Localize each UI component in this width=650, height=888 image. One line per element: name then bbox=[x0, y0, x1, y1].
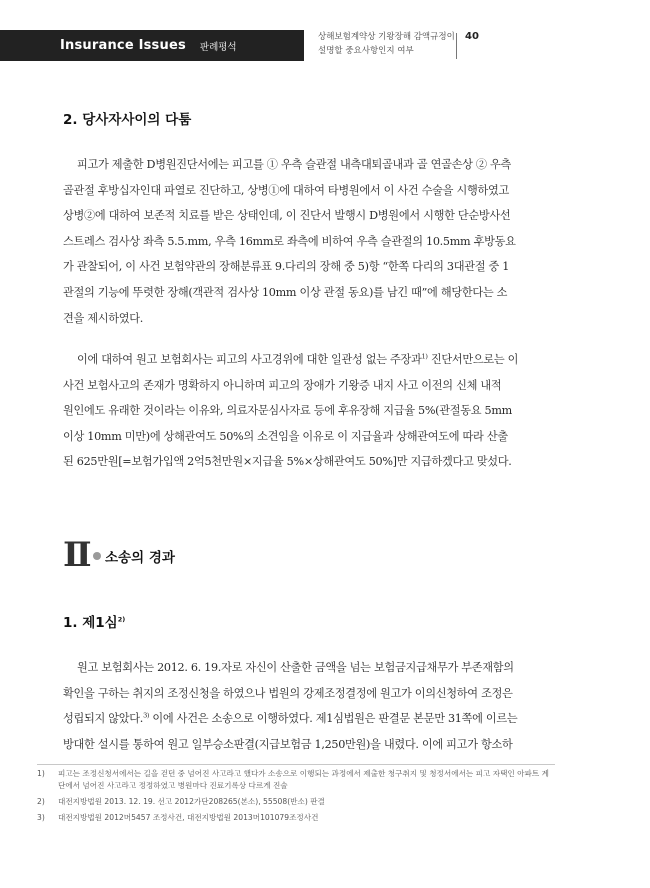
subsection-heading-first-instance bbox=[63, 611, 125, 631]
paragraph-line: 사건 보험사고의 존재가 명확하지 아니하며 피고의 장애가 기왕증 내지 사고 이전의 신체 내적 bbox=[63, 378, 502, 392]
footnote-ref-1[interactable]: 1) bbox=[421, 352, 428, 361]
paragraph-line: 이상 10mm 미만)에 상해관여도 50%의 소견임을 이유로 이 지급율과 상해관여도에 따라 산출 bbox=[63, 429, 508, 443]
footnote-number: 1) bbox=[37, 769, 45, 778]
paragraph-line: 상병②에 대하여 보존적 치료를 받은 상태인데, 이 진단서 발행시 D병원에서 시행한 단순방사선 bbox=[63, 209, 511, 223]
paragraph-line: 골관절 후방십자인대 파열로 진단하고, 상병①에 대하여 타병원에서 이 사건 수술을 시행하였고 bbox=[63, 183, 509, 197]
header-bar bbox=[0, 30, 304, 61]
paragraph-line bbox=[63, 706, 553, 732]
footnotes bbox=[37, 768, 555, 828]
journal-title: Insurance Issues bbox=[60, 38, 186, 53]
footnote-3 bbox=[37, 812, 555, 824]
paragraph-line: 견을 제시하였다. bbox=[63, 311, 144, 325]
footnote-number: 3) bbox=[37, 813, 45, 822]
subsection-label: 1. 제1심 bbox=[63, 615, 118, 631]
paragraph-2 bbox=[63, 347, 553, 475]
paragraph-line bbox=[63, 347, 553, 373]
paragraph-line: 원고 보험회사는 2012. 6. 19.자로 자신이 산출한 금액을 넘는 보험금지급채무가 부존재함의 bbox=[77, 661, 514, 674]
article-title-line-2: 설명할 중요사항인지 여부 bbox=[318, 46, 414, 56]
page-header bbox=[0, 30, 650, 68]
page-number: 40 bbox=[465, 31, 479, 42]
paragraph-line: 확인을 구하는 취지의 조정신청을 하였으나 법원의 강제조정결정에 원고가 이의신청하여 조정은 bbox=[63, 686, 513, 700]
bullet-icon bbox=[93, 552, 101, 560]
footnote-ref-2[interactable]: 2) bbox=[117, 615, 126, 624]
paragraph-line: 관절의 기능에 뚜렷한 장해(객관적 검사상 10mm 이상 관절 동요)를 남긴 때”에 해당한다는 소 bbox=[63, 285, 508, 299]
paragraph-line: 방대한 설시를 통하여 원고 일부승소판결(지급보험금 1,250만원)을 내렸다. 이에 피고가 항소하 bbox=[63, 737, 513, 751]
article-title bbox=[318, 30, 455, 58]
footnote-text: 대전지방법원 2013. 12. 19. 선고 2012가단208265(본소), 55508(반소) 판결 bbox=[58, 797, 325, 806]
section-roman-numeral: Ⅱ bbox=[63, 535, 89, 575]
text-run: 이에 대하여 원고 보험회사는 피고의 사고경위에 대한 일관성 없는 주장과 bbox=[77, 353, 422, 366]
journal-section: 판례평석 bbox=[199, 41, 237, 53]
footnote-text: 대전지방법원 2012머5457 조정사건, 대전지방법원 2013머101079조정사건 bbox=[58, 813, 319, 822]
paragraph-line: 원인에도 유래한 것이라는 이유와, 의료자문심사자료 등에 후유장해 지급율 5%(관절동요 5mm bbox=[63, 404, 512, 418]
footnote-divider bbox=[37, 764, 555, 765]
text-run: 이에 사건은 소송으로 이행하였다. 제1심법원은 판결문 본문만 31쪽에 이르는 bbox=[149, 712, 518, 726]
footnote-1 bbox=[37, 768, 555, 792]
footnote-2 bbox=[37, 796, 555, 808]
paragraph-1 bbox=[63, 152, 553, 331]
paragraph-3 bbox=[63, 655, 553, 757]
paragraph-line: 스트레스 검사상 좌측 5.5.mm, 우측 16mm로 좌측에 비하여 우측 슬관절의 10.5mm 후방동요 bbox=[63, 234, 516, 248]
paragraph-line: 된 625만원[=보험가입액 2억5천만원×지급율 5%×상해관여도 50%]만 지급하겠다고 맞섰다. bbox=[63, 455, 512, 469]
text-run: 진단서만으로는 이 bbox=[427, 353, 519, 366]
article-title-line-1: 상해보험계약상 기왕장해 감액규정이 bbox=[318, 32, 455, 42]
footnote-ref-3[interactable]: 3) bbox=[143, 711, 150, 720]
text-run: 성립되지 않았다. bbox=[63, 712, 144, 726]
section-title: 소송의 경과 bbox=[105, 550, 175, 566]
footnote-number: 2) bbox=[37, 797, 45, 806]
subsection-heading-disputes: 2. 당사자사이의 다툼 bbox=[63, 112, 192, 128]
paragraph-line: 피고가 제출한 D병원진단서에는 피고를 ① 우측 슬관절 내측대퇴골내과 골 연골손상 ② 우측 bbox=[77, 158, 512, 171]
paragraph-line: 가 관찰되어, 이 사건 보험약관의 장해분류표 9.다리의 장해 중 5)항 “한쪽 다리의 3대관절 중 1 bbox=[63, 260, 510, 274]
header-divider bbox=[456, 33, 457, 59]
footnote-text: 피고는 조정신청서에서는 길을 걷던 중 넘어진 사고라고 했다가 소송으로 이행되는 과정에서 제출한 청구취지 및 청정서에서는 피고 자택인 아파트 계단에서 넘어진 사고라고 정정하였고 병원마다 진료기록상 다르게 진술 bbox=[58, 769, 549, 790]
